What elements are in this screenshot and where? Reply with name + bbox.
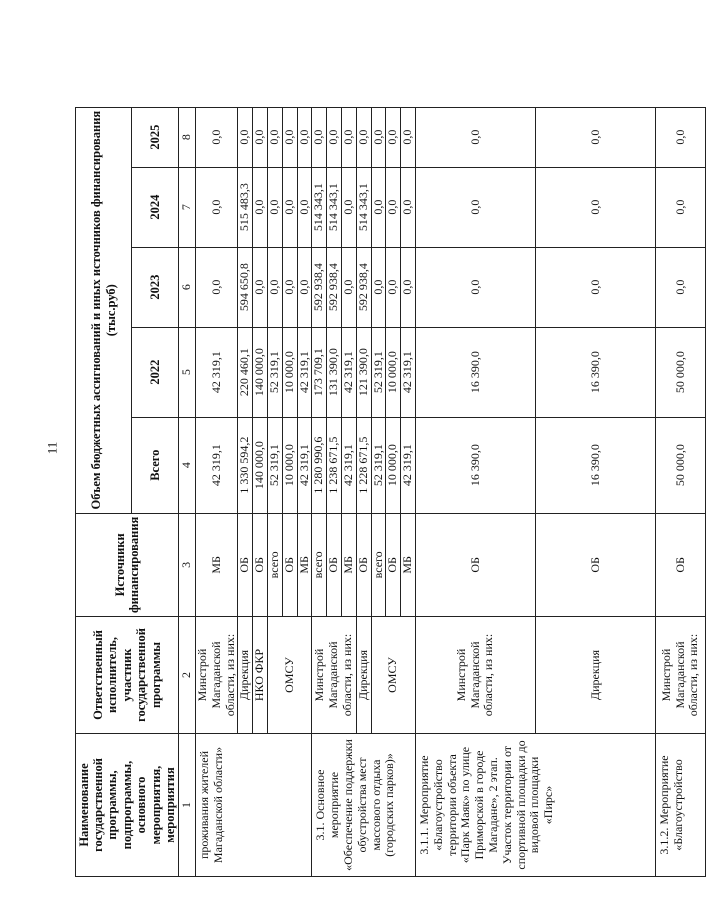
source-cell: ОБ: [238, 513, 253, 616]
source-cell: ОБ: [327, 513, 342, 616]
value-2024: 515 483,3: [238, 167, 253, 247]
total-cell: 1 280 990,6: [312, 417, 327, 513]
column-number: 7: [179, 167, 196, 247]
total-cell: 52 319,1: [267, 417, 282, 513]
source-cell: ОБ: [253, 513, 268, 616]
row-name: проживания жителей Магаданской области»: [196, 734, 312, 877]
value-2022: 52 319,1: [371, 327, 386, 417]
value-2023: 0,0: [535, 247, 655, 327]
page-number: 11: [44, 441, 60, 455]
column-number: 2: [179, 617, 196, 734]
value-2023: 592 938,4: [327, 247, 342, 327]
value-2025: 0,0: [356, 107, 371, 167]
value-2022: 220 460,1: [238, 327, 253, 417]
value-2025: 0,0: [267, 107, 282, 167]
source-cell: МБ: [341, 513, 356, 616]
value-2022: 42 319,1: [341, 327, 356, 417]
value-2024: 514 343,1: [327, 167, 342, 247]
value-2023: 0,0: [267, 247, 282, 327]
total-cell: 10 000,0: [386, 417, 401, 513]
value-2023: 0,0: [253, 247, 268, 327]
source-cell: МБ: [297, 513, 312, 616]
row-name: 3.1.2. Мероприятие «Благоустройство: [655, 734, 705, 877]
value-2022: 50 000,0: [655, 327, 705, 417]
value-2023: 592 938,4: [356, 247, 371, 327]
header-volume: Объем бюджетных ассигнований и иных источников финансирования (тыс.руб): [76, 107, 132, 513]
row-name: 3.1.1. Мероприятие «Благоустройство территории объекта «Парк Маяк» по улице Приморской в городе Магадане», 2 этап. Участок территории от спортивной площадки до видовой площадки «Пирс»: [415, 734, 655, 877]
value-2022: 42 319,1: [401, 327, 416, 417]
column-number: 6: [179, 247, 196, 327]
column-number: 4: [179, 417, 196, 513]
value-2024: 0,0: [401, 167, 416, 247]
total-cell: 10 000,0: [282, 417, 297, 513]
table-row: [196, 107, 238, 876]
value-2023: 0,0: [371, 247, 386, 327]
total-cell: 42 319,1: [196, 417, 238, 513]
value-2022: 131 390,0: [327, 327, 342, 417]
value-2023: 0,0: [655, 247, 705, 327]
value-2022: 42 319,1: [196, 327, 238, 417]
financing-table: [75, 107, 706, 877]
value-2024: 0,0: [341, 167, 356, 247]
value-2025: 0,0: [415, 107, 535, 167]
source-cell: ОБ: [386, 513, 401, 616]
value-2023: 0,0: [282, 247, 297, 327]
table-body: [196, 107, 706, 876]
value-2024: 0,0: [371, 167, 386, 247]
value-2022: 52 319,1: [267, 327, 282, 417]
source-cell: всего: [312, 513, 327, 616]
row-name: 3.1. Основное мероприятие «Обеспечение поддержки обустройства мест массового отдыха (городских парков)»: [312, 734, 416, 877]
executor-cell: Дирекция: [535, 617, 655, 734]
total-cell: 140 000,0: [253, 417, 268, 513]
value-2025: 0,0: [341, 107, 356, 167]
total-cell: 42 319,1: [297, 417, 312, 513]
table-row: [655, 107, 705, 876]
total-cell: 16 390,0: [535, 417, 655, 513]
source-cell: всего: [267, 513, 282, 616]
value-2023: 592 938,4: [312, 247, 327, 327]
source-cell: ОБ: [535, 513, 655, 616]
value-2022: 16 390,0: [535, 327, 655, 417]
value-2022: 173 709,1: [312, 327, 327, 417]
total-cell: 50 000,0: [655, 417, 705, 513]
value-2024: 0,0: [415, 167, 535, 247]
header-source: Источники финансирования: [76, 513, 179, 616]
value-2025: 0,0: [535, 107, 655, 167]
value-2025: 0,0: [327, 107, 342, 167]
executor-cell: Минстрой Магаданской области, из них:: [655, 617, 705, 734]
value-2023: 0,0: [415, 247, 535, 327]
value-2023: 0,0: [196, 247, 238, 327]
value-2022: 121 390,0: [356, 327, 371, 417]
header-executor: Ответственный исполнитель, участник государственной программы: [76, 617, 179, 734]
executor-cell: ОМСУ: [267, 617, 311, 734]
value-2024: 514 343,1: [356, 167, 371, 247]
total-cell: 1 228 671,5: [356, 417, 371, 513]
value-2024: 0,0: [267, 167, 282, 247]
value-2024: 0,0: [253, 167, 268, 247]
source-cell: ОБ: [282, 513, 297, 616]
value-2022: 16 390,0: [415, 327, 535, 417]
value-2022: 10 000,0: [386, 327, 401, 417]
value-2022: 140 000,0: [253, 327, 268, 417]
column-number: 8: [179, 107, 196, 167]
value-2025: 0,0: [401, 107, 416, 167]
header-year-2024: 2024: [132, 167, 179, 247]
header-total: Всего: [132, 417, 179, 513]
value-2024: 0,0: [196, 167, 238, 247]
source-cell: ОБ: [655, 513, 705, 616]
total-cell: 42 319,1: [401, 417, 416, 513]
value-2024: 0,0: [297, 167, 312, 247]
column-number: 1: [179, 734, 196, 877]
column-number: 3: [179, 513, 196, 616]
value-2023: 0,0: [386, 247, 401, 327]
value-2024: 514 343,1: [312, 167, 327, 247]
value-2023: 0,0: [341, 247, 356, 327]
header-name: Наименование государственной программы, подпрограммы, основного мероприятия, мероприятия: [76, 734, 179, 877]
executor-cell: Минстрой Магаданской области, из них:: [196, 617, 238, 734]
executor-cell: НКО ФКР: [253, 617, 268, 734]
value-2025: 0,0: [371, 107, 386, 167]
value-2025: 0,0: [386, 107, 401, 167]
value-2025: 0,0: [253, 107, 268, 167]
source-cell: всего: [371, 513, 386, 616]
value-2023: 594 650,8: [238, 247, 253, 327]
value-2024: 0,0: [282, 167, 297, 247]
value-2025: 0,0: [282, 107, 297, 167]
total-cell: 1 330 594,2: [238, 417, 253, 513]
executor-cell: Минстрой Магаданской области, из них:: [415, 617, 535, 734]
header-year-2025: 2025: [132, 107, 179, 167]
table-row: [312, 107, 327, 876]
executor-cell: Дирекция: [356, 617, 371, 734]
value-2024: 0,0: [535, 167, 655, 247]
column-number: 5: [179, 327, 196, 417]
value-2025: 0,0: [655, 107, 705, 167]
source-cell: МБ: [401, 513, 416, 616]
source-cell: ОБ: [415, 513, 535, 616]
value-2025: 0,0: [312, 107, 327, 167]
value-2023: 0,0: [297, 247, 312, 327]
total-cell: 42 319,1: [341, 417, 356, 513]
source-cell: ОБ: [356, 513, 371, 616]
value-2025: 0,0: [297, 107, 312, 167]
total-cell: 52 319,1: [371, 417, 386, 513]
value-2022: 42 319,1: [297, 327, 312, 417]
executor-cell: Дирекция: [238, 617, 253, 734]
header-year-2022: 2022: [132, 327, 179, 417]
source-cell: МБ: [196, 513, 238, 616]
executor-cell: ОМСУ: [371, 617, 415, 734]
value-2025: 0,0: [196, 107, 238, 167]
executor-cell: Минстрой Магаданской области, из них:: [312, 617, 356, 734]
total-cell: 16 390,0: [415, 417, 535, 513]
value-2024: 0,0: [386, 167, 401, 247]
value-2025: 0,0: [238, 107, 253, 167]
total-cell: 1 238 671,5: [327, 417, 342, 513]
value-2023: 0,0: [401, 247, 416, 327]
value-2022: 10 000,0: [282, 327, 297, 417]
header-year-2023: 2023: [132, 247, 179, 327]
value-2024: 0,0: [655, 167, 705, 247]
table-row: [415, 107, 535, 876]
